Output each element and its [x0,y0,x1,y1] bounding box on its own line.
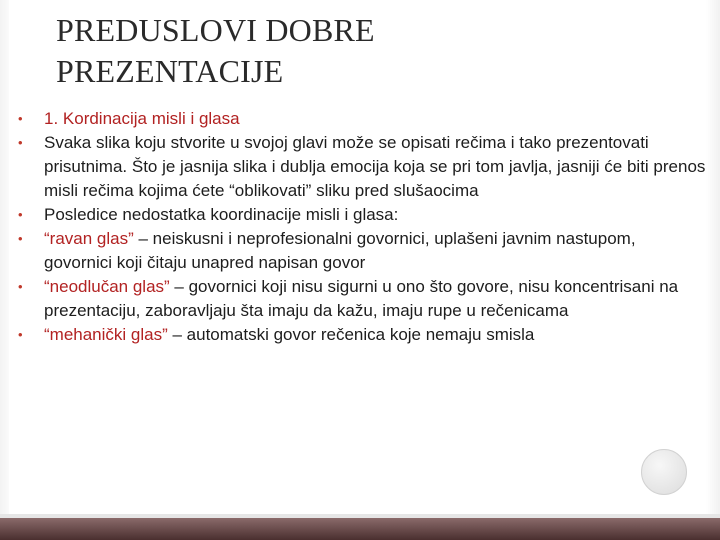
bullet-highlight: “mehanički glas” [44,325,168,344]
left-edge-decoration [0,0,9,540]
bullet-highlight: “ravan glas” [44,229,134,248]
bullet-text: 1. Kordinacija misli i glasa [44,109,240,128]
bullet-highlight: “neodlučan glas” [44,277,170,296]
slide-title [56,10,616,92]
bottom-bar [0,518,720,540]
title-line-2: PREZENTACIJE [56,53,284,89]
circle-decoration-icon [641,449,687,495]
bullet-icon: • [18,279,23,294]
bullet-item [18,131,708,203]
bullet-item [18,275,708,323]
bullet-item [18,227,708,275]
bullet-text: Posledice nedostatka koordinacije misli i glasa: [44,205,399,224]
bullet-item [18,323,708,347]
right-edge-decoration [706,0,720,540]
bullet-icon: • [18,207,23,222]
bullet-text: Svaka slika koju stvorite u svojoj glavi može se opisati rečima i tako prezentovati prisutnima. Što je jasnija slika i dublja emocija koja se pri tom javlja, jasniji će biti prenos misli rečima kojima ćete “oblikovati” sliku pred slušaocima [44,133,706,200]
bullet-list [18,107,708,347]
bullet-item [18,107,708,131]
bullet-text: – govornici koji nisu sigurni u ono što govore, nisu koncentrisani na prezentaciju, zaboravljaju šta imaju da kažu, imaju rupe u rečenicama [44,277,679,320]
title-line-1: PREDUSLOVI DOBRE [56,12,375,48]
bullet-icon: • [18,231,23,246]
bullet-icon: • [18,327,23,342]
bullet-text: – automatski govor rečenica koje nemaju smisla [167,325,535,344]
bullet-text: – neiskusni i neprofesionalni govornici, uplašeni javnim nastupom, govornici koji čitaju unapred napisan govor [44,229,636,272]
bullet-icon: • [18,111,23,126]
bullet-item [18,203,708,227]
bullet-icon: • [18,135,23,150]
